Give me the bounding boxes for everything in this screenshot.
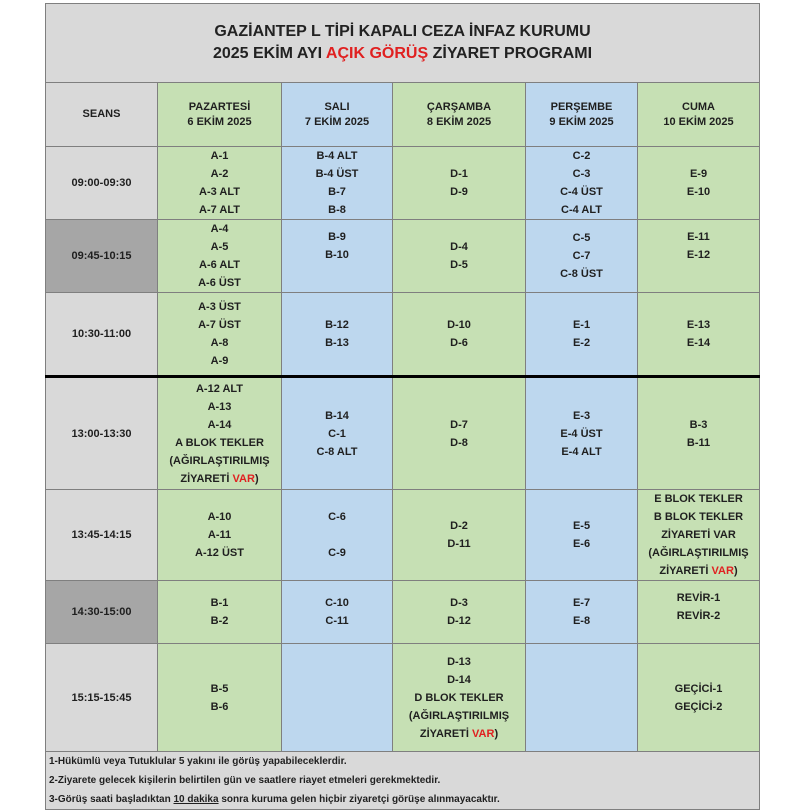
program-title-prefix: 2025 EKİM AYI xyxy=(212,45,323,62)
schedule-cell xyxy=(393,644,526,752)
block-entry: C-1 xyxy=(328,427,346,440)
header-day-wednesday xyxy=(393,83,526,147)
schedule-cell xyxy=(393,220,526,293)
block-entry: B-11 xyxy=(686,436,711,449)
schedule-cell xyxy=(282,147,393,220)
block-entry: C-6 xyxy=(328,511,346,523)
schedule-cell xyxy=(393,147,526,220)
block-entry: D-4 xyxy=(450,241,468,253)
block-entry: B-14 xyxy=(325,409,349,422)
block-entry: B-5 xyxy=(210,682,229,695)
schedule-cell xyxy=(526,377,638,490)
block-entry: B-4 ALT xyxy=(316,150,358,162)
notes-row xyxy=(46,752,760,810)
schedule-cell xyxy=(158,377,282,490)
block-entry: C-10 xyxy=(325,597,349,609)
block-entry: D-8 xyxy=(450,436,468,449)
block-entry: B-1 xyxy=(210,597,229,609)
block-entry: B-10 xyxy=(325,249,349,261)
header-day-tuesday xyxy=(282,83,393,147)
schedule-cell xyxy=(393,490,526,581)
block-entry: A BLOK TEKLER xyxy=(175,436,264,449)
header-seans: SEANS xyxy=(46,83,158,147)
note-3-underline: 10 dakika xyxy=(173,794,219,805)
schedule-cell xyxy=(638,220,760,293)
block-entry: A-3 ALT xyxy=(199,186,240,198)
block-entry: B-6 xyxy=(210,700,229,713)
session-row xyxy=(46,581,760,644)
block-entry: E-4 ÜST xyxy=(560,427,603,440)
day-name: PAZARTESİ xyxy=(188,100,251,113)
header-day-thursday xyxy=(526,83,638,147)
block-entry: C-11 xyxy=(325,615,349,627)
schedule-cell xyxy=(393,377,526,490)
note-1: 1-Hükümlü veya Tutuklular 5 yakını ile görüş yapabileceklerdir. xyxy=(49,756,347,767)
schedule-cell xyxy=(282,581,393,644)
block-entry: A-6 ALT xyxy=(199,259,240,271)
visit-label: ZİYARETİ xyxy=(180,472,230,485)
block-entry: A-14 xyxy=(207,418,232,431)
block-entry: A-2 xyxy=(210,168,229,180)
schedule-cell xyxy=(526,581,638,644)
block-entry: REVİR-2 xyxy=(676,610,721,622)
visit-note: ZİYARETİ VAR) xyxy=(419,727,499,740)
schedule-cell xyxy=(158,293,282,377)
session-row xyxy=(46,293,760,377)
block-entry: D-3 xyxy=(450,597,468,609)
block-entry: C-5 xyxy=(572,232,591,244)
block-entry: A-8 xyxy=(210,337,229,349)
institution-title: GAZİANTEP L TİPİ KAPALI CEZA İNFAZ KURUMU xyxy=(214,23,591,40)
schedule-cell xyxy=(158,220,282,293)
block-entry: A-11 xyxy=(207,529,232,541)
block-entry: A-7 ÜST xyxy=(198,319,241,331)
session-row xyxy=(46,220,760,293)
block-entry: D-2 xyxy=(450,520,468,532)
visit-schedule-sheet xyxy=(45,3,759,805)
schedule-cell xyxy=(638,147,760,220)
block-entry: A-5 xyxy=(210,241,229,253)
schedule-cell xyxy=(393,581,526,644)
schedule-cell xyxy=(526,293,638,377)
session-row xyxy=(46,377,760,490)
block-entry: (AĞIRLAŞTIRILMIŞ xyxy=(408,709,510,722)
block-entry: B-13 xyxy=(325,337,349,349)
note-2: 2-Ziyarete gelecek kişilerin belirtilen gün ve saatlere riayet etmeleri gerekmektedir. xyxy=(49,775,441,786)
schedule-cell xyxy=(526,490,638,581)
session-row xyxy=(46,147,760,220)
block-entry: E-4 ALT xyxy=(561,445,602,458)
block-entry: E-14 xyxy=(686,337,711,349)
schedule-cell xyxy=(282,293,393,377)
day-name: ÇARŞAMBA xyxy=(426,100,492,113)
block-entry: C-7 xyxy=(572,250,591,262)
note-3-prefix: 3-Görüş saati başladıktan xyxy=(49,794,171,805)
program-title-suffix: ZİYARET PROGRAMI xyxy=(432,45,593,62)
visit-label: ZİYARETİ xyxy=(659,565,709,577)
block-entry: E-1 xyxy=(572,319,591,331)
block-entry: A-1 xyxy=(210,150,229,162)
block-entry: B-9 xyxy=(328,231,346,243)
block-entry: B-7 xyxy=(328,186,346,198)
day-name: SALI xyxy=(324,100,350,113)
block-entry: A-9 xyxy=(210,355,229,367)
block-entry: E-10 xyxy=(686,186,711,198)
visit-note: ZİYARETİ VAR) xyxy=(659,565,738,577)
block-entry: D-12 xyxy=(447,615,471,627)
block-entry: E-12 xyxy=(686,249,711,261)
schedule-cell xyxy=(526,220,638,293)
block-entry: GEÇİCİ-2 xyxy=(674,700,723,713)
schedule-cell xyxy=(282,220,393,293)
session-time: 15:15-15:45 xyxy=(46,644,158,752)
day-name: PERŞEMBE xyxy=(550,100,613,113)
day-date: 8 EKİM 2025 xyxy=(426,115,492,128)
day-date: 10 EKİM 2025 xyxy=(663,115,734,128)
block-entry: B-12 xyxy=(325,319,349,331)
schedule-cell-empty xyxy=(526,644,638,752)
block-entry: E-6 xyxy=(572,538,591,550)
block-entry: A-12 ÜST xyxy=(195,547,244,559)
session-time: 10:30-11:00 xyxy=(46,293,158,377)
schedule-cell xyxy=(638,644,760,752)
block-entry: D BLOK TEKLER xyxy=(414,691,504,704)
block-entry: D-14 xyxy=(447,673,471,686)
program-title xyxy=(46,43,759,65)
block-entry: C-3 xyxy=(572,168,591,180)
schedule-cell xyxy=(526,147,638,220)
block-entry: D-11 xyxy=(447,538,471,550)
day-name: CUMA xyxy=(682,100,715,113)
schedule-cell-empty xyxy=(282,644,393,752)
session-row xyxy=(46,490,760,581)
header-day-monday xyxy=(158,83,282,147)
note-3-suffix: sonra kuruma gelen hiçbir ziyaretçi görüşe alınmayacaktır. xyxy=(221,794,500,805)
block-entry: C-4 ALT xyxy=(561,204,602,216)
block-entry: E-13 xyxy=(686,319,711,331)
schedule-cell xyxy=(158,147,282,220)
block-entry: E-8 xyxy=(572,615,591,627)
schedule-cell xyxy=(282,490,393,581)
day-date: 7 EKİM 2025 xyxy=(304,115,370,128)
schedule-table xyxy=(45,3,760,810)
block-entry: B-3 xyxy=(689,418,708,431)
block-entry: REVİR-1 xyxy=(676,592,721,604)
block-entry: D-9 xyxy=(450,186,468,198)
block-entry: E BLOK TEKLER xyxy=(654,493,743,505)
block-entry: B-8 xyxy=(328,204,346,216)
block-entry: E-2 xyxy=(572,337,591,349)
block-entry: GEÇİCİ-1 xyxy=(674,682,723,695)
header-row xyxy=(46,83,760,147)
session-row xyxy=(46,644,760,752)
session-time: 09:00-09:30 xyxy=(46,147,158,220)
session-time: 13:45-14:15 xyxy=(46,490,158,581)
block-entry: C-8 ÜST xyxy=(560,268,603,280)
block-entry: C-4 ÜST xyxy=(560,186,603,198)
schedule-cell xyxy=(393,293,526,377)
block-entry: A-6 ÜST xyxy=(198,277,241,289)
block-entry: D-5 xyxy=(450,259,468,271)
block-entry: E-3 xyxy=(572,409,591,422)
block-entry-spacer xyxy=(282,526,392,544)
session-time: 13:00-13:30 xyxy=(46,377,158,490)
schedule-cell xyxy=(638,293,760,377)
header-day-friday xyxy=(638,83,760,147)
block-entry: A-13 xyxy=(207,400,232,413)
block-entry: E-11 xyxy=(687,231,710,243)
block-entry: E-7 xyxy=(572,597,591,609)
block-entry: D-7 xyxy=(450,418,468,431)
var-label: VAR xyxy=(232,472,255,485)
schedule-cell xyxy=(638,377,760,490)
title-cell xyxy=(46,4,760,83)
var-label: VAR xyxy=(472,727,495,740)
day-date: 6 EKİM 2025 xyxy=(187,115,252,128)
block-entry: E-5 xyxy=(572,520,591,532)
block-entry: A-7 ALT xyxy=(199,204,240,216)
block-entry: A-10 xyxy=(207,511,232,523)
schedule-cell xyxy=(638,490,760,581)
visit-label: ZİYARETİ xyxy=(419,727,469,740)
block-entry: (AĞIRLAŞTIRILMIŞ xyxy=(169,454,270,467)
schedule-cell xyxy=(158,490,282,581)
block-entry: ZİYARETİ VAR xyxy=(661,529,736,541)
block-entry: C-9 xyxy=(328,547,346,559)
block-entry: D-13 xyxy=(447,655,471,668)
block-entry: B BLOK TEKLER xyxy=(653,511,744,523)
schedule-cell xyxy=(158,581,282,644)
session-time: 14:30-15:00 xyxy=(46,581,158,644)
schedule-cell xyxy=(282,377,393,490)
schedule-cell xyxy=(158,644,282,752)
block-entry: D-10 xyxy=(447,319,471,331)
block-entry: B-2 xyxy=(210,615,229,627)
block-entry: (AĞIRLAŞTIRILMIŞ xyxy=(648,547,749,559)
day-date: 9 EKİM 2025 xyxy=(549,115,614,128)
block-entry: A-12 ALT xyxy=(195,382,244,395)
var-label: VAR xyxy=(711,565,734,577)
block-entry: D-6 xyxy=(450,337,468,349)
program-title-highlight: AÇIK GÖRÜŞ xyxy=(325,45,429,62)
visit-note: ZİYARETİ VAR) xyxy=(180,472,259,485)
schedule-cell xyxy=(638,581,760,644)
block-entry: A-4 xyxy=(210,223,229,235)
title-row xyxy=(46,4,760,83)
block-entry: D-1 xyxy=(450,168,468,180)
block-entry: E-9 xyxy=(689,168,708,180)
block-entry: C-2 xyxy=(572,150,591,162)
block-entry: B-4 ÜST xyxy=(315,168,359,180)
block-entry: C-8 ALT xyxy=(316,445,358,458)
session-time: 09:45-10:15 xyxy=(46,220,158,293)
block-entry: A-3 ÜST xyxy=(198,301,241,313)
notes-cell xyxy=(46,752,760,810)
